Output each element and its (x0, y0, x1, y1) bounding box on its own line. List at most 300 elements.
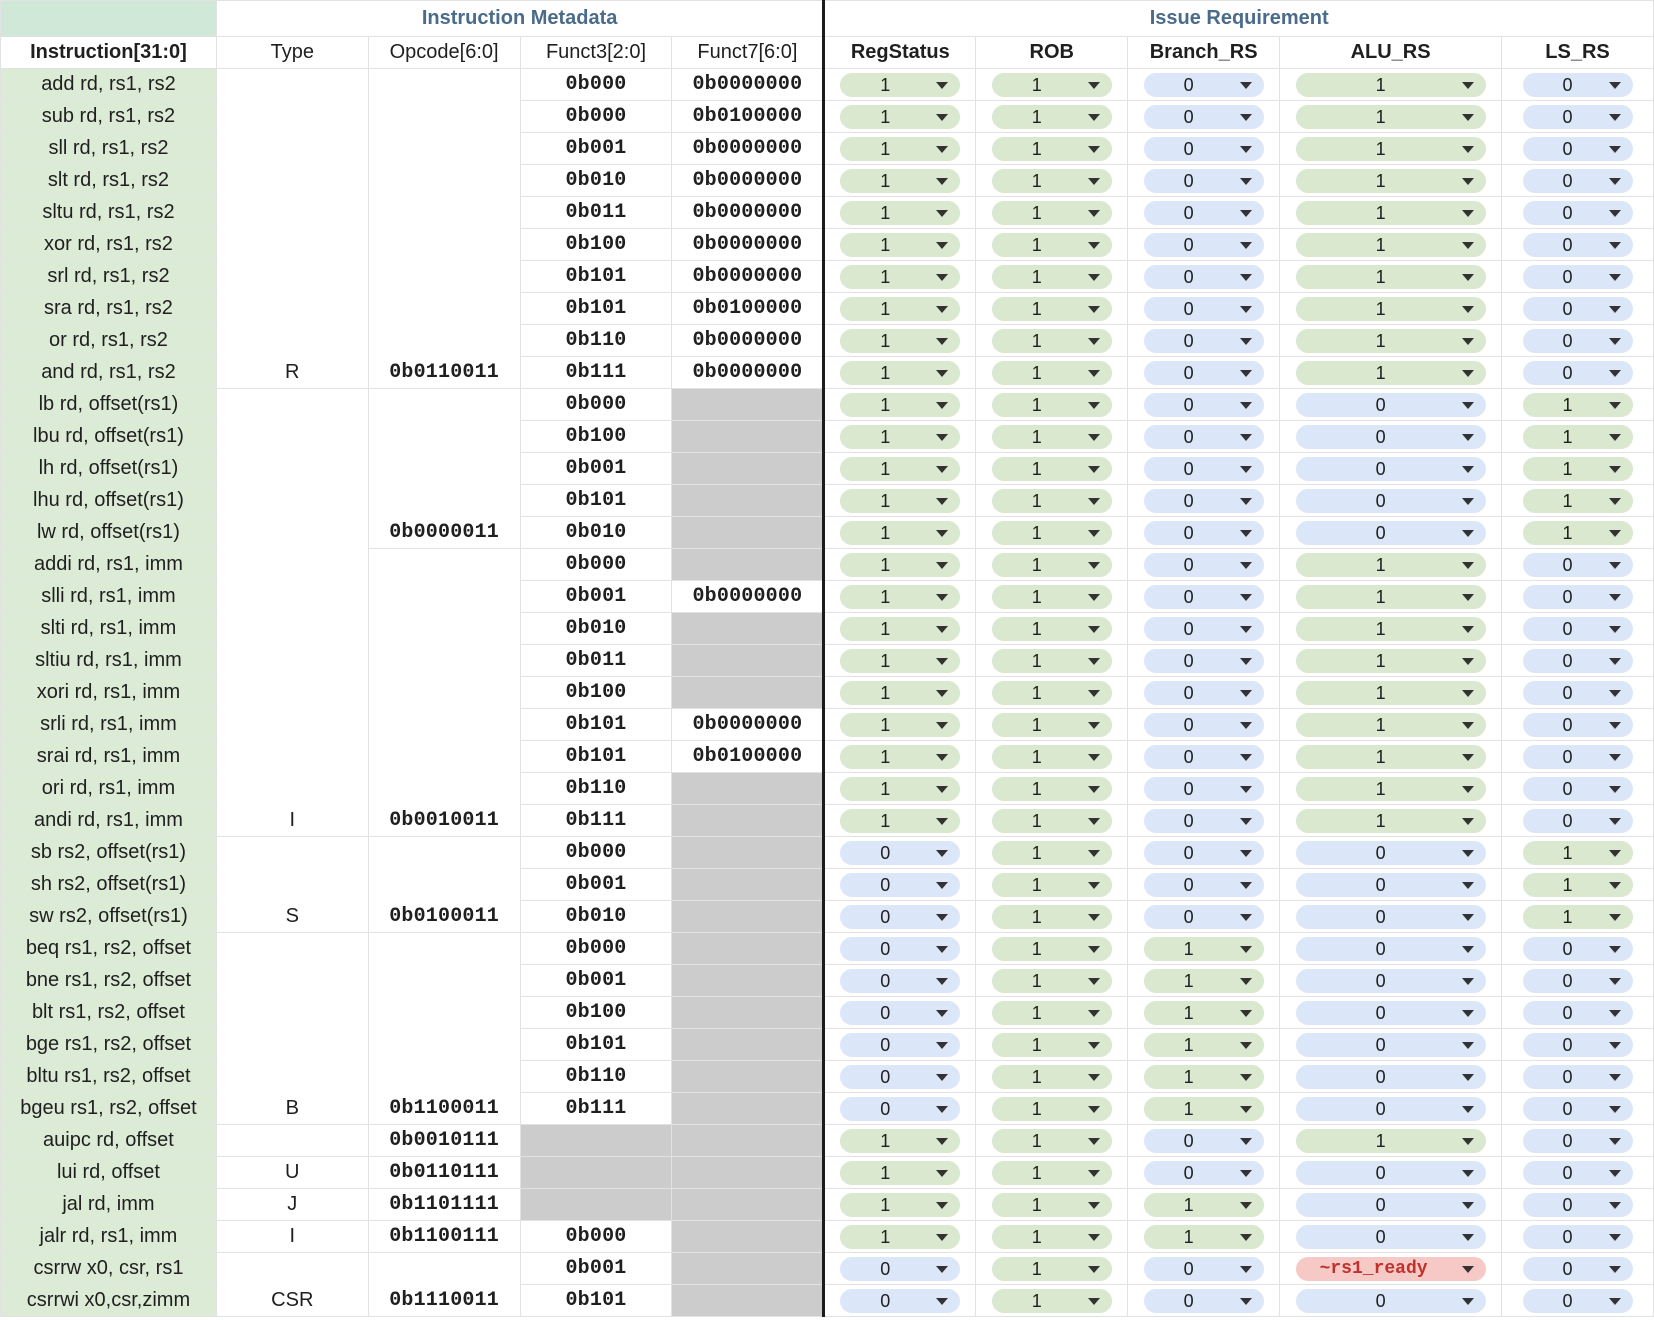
instruction-cell[interactable]: addi rd, rs1, imm (1, 549, 217, 581)
regstatus-cell[interactable] (824, 613, 976, 645)
ls-rs-dropdown[interactable] (1523, 969, 1633, 993)
regstatus-dropdown[interactable] (840, 713, 960, 737)
branch-rs-dropdown[interactable] (1144, 873, 1264, 897)
funct3-cell[interactable]: 0b110 (520, 773, 672, 805)
regstatus-dropdown[interactable] (840, 73, 960, 97)
ls-rs-cell[interactable] (1502, 549, 1654, 581)
opcode-cell[interactable]: 0b1100011 (368, 1093, 520, 1125)
funct7-cell-na[interactable] (672, 901, 824, 933)
opcode-cell[interactable] (368, 453, 520, 485)
instruction-cell[interactable]: or rd, rs1, rs2 (1, 325, 217, 357)
rob-dropdown[interactable] (992, 169, 1112, 193)
rob-dropdown[interactable] (992, 1129, 1112, 1153)
alu-rs-dropdown[interactable] (1296, 1033, 1486, 1057)
funct3-cell[interactable]: 0b011 (520, 197, 672, 229)
regstatus-dropdown[interactable] (840, 297, 960, 321)
branch-rs-cell[interactable] (1128, 389, 1280, 421)
alu-rs-dropdown[interactable] (1296, 1129, 1486, 1153)
funct7-cell-na[interactable] (672, 1221, 824, 1253)
ls-rs-cell[interactable] (1502, 773, 1654, 805)
rob-cell[interactable] (976, 1253, 1128, 1285)
funct7-cell-na[interactable] (672, 1253, 824, 1285)
funct7-cell[interactable]: 0b0000000 (672, 133, 824, 165)
rob-dropdown[interactable] (992, 937, 1112, 961)
regstatus-cell[interactable] (824, 453, 976, 485)
type-cell[interactable] (216, 837, 368, 869)
rob-dropdown[interactable] (992, 873, 1112, 897)
alu-rs-cell[interactable] (1280, 517, 1502, 549)
branch-rs-cell[interactable] (1128, 1157, 1280, 1189)
branch-rs-cell[interactable] (1128, 357, 1280, 389)
regstatus-cell[interactable] (824, 1125, 976, 1157)
alu-rs-cell[interactable] (1280, 677, 1502, 709)
ls-rs-dropdown[interactable] (1523, 73, 1633, 97)
instruction-cell[interactable]: auipc rd, offset (1, 1125, 217, 1157)
branch-rs-dropdown[interactable] (1144, 553, 1264, 577)
rob-dropdown[interactable] (992, 1097, 1112, 1121)
alu-rs-dropdown[interactable] (1296, 905, 1486, 929)
regstatus-dropdown[interactable] (840, 329, 960, 353)
branch-rs-dropdown[interactable] (1144, 585, 1264, 609)
type-cell[interactable] (216, 677, 368, 709)
rob-cell[interactable] (976, 1029, 1128, 1061)
alu-rs-dropdown[interactable] (1296, 425, 1486, 449)
alu-rs-cell[interactable] (1280, 197, 1502, 229)
type-cell[interactable] (216, 453, 368, 485)
rob-cell[interactable] (976, 421, 1128, 453)
ls-rs-cell[interactable] (1502, 293, 1654, 325)
funct7-cell-na[interactable] (672, 773, 824, 805)
regstatus-cell[interactable] (824, 1253, 976, 1285)
opcode-cell[interactable] (368, 165, 520, 197)
alu-rs-dropdown[interactable] (1296, 873, 1486, 897)
ls-rs-cell[interactable] (1502, 1221, 1654, 1253)
rob-cell[interactable] (976, 485, 1128, 517)
alu-rs-cell[interactable] (1280, 421, 1502, 453)
funct3-cell[interactable]: 0b001 (520, 1253, 672, 1285)
branch-rs-dropdown[interactable] (1144, 905, 1264, 929)
alu-rs-cell[interactable] (1280, 997, 1502, 1029)
funct7-cell-na[interactable] (672, 1189, 824, 1221)
instruction-cell[interactable]: lw rd, offset(rs1) (1, 517, 217, 549)
funct7-cell[interactable]: 0b0100000 (672, 741, 824, 773)
funct3-cell[interactable]: 0b001 (520, 965, 672, 997)
regstatus-cell[interactable] (824, 997, 976, 1029)
funct7-cell-na[interactable] (672, 421, 824, 453)
branch-rs-cell[interactable] (1128, 709, 1280, 741)
branch-rs-dropdown[interactable] (1144, 137, 1264, 161)
header-opcode[interactable]: Opcode[6:0] (368, 37, 520, 69)
opcode-cell[interactable] (368, 229, 520, 261)
funct3-cell-na[interactable] (520, 1189, 672, 1221)
ls-rs-dropdown[interactable] (1523, 297, 1633, 321)
alu-rs-cell[interactable] (1280, 965, 1502, 997)
instruction-cell[interactable]: lh rd, offset(rs1) (1, 453, 217, 485)
alu-rs-cell[interactable] (1280, 485, 1502, 517)
branch-rs-dropdown[interactable] (1144, 809, 1264, 833)
rob-cell[interactable] (976, 901, 1128, 933)
opcode-cell[interactable] (368, 133, 520, 165)
ls-rs-dropdown[interactable] (1523, 841, 1633, 865)
rob-dropdown[interactable] (992, 1257, 1112, 1281)
funct3-cell[interactable]: 0b010 (520, 901, 672, 933)
funct7-cell-na[interactable] (672, 453, 824, 485)
branch-rs-cell[interactable] (1128, 101, 1280, 133)
branch-rs-dropdown[interactable] (1144, 1161, 1264, 1185)
regstatus-dropdown[interactable] (840, 521, 960, 545)
branch-rs-cell[interactable] (1128, 741, 1280, 773)
type-cell[interactable] (216, 517, 368, 549)
funct7-cell[interactable]: 0b0000000 (672, 229, 824, 261)
regstatus-dropdown[interactable] (840, 1161, 960, 1185)
ls-rs-dropdown[interactable] (1523, 905, 1633, 929)
funct3-cell[interactable]: 0b001 (520, 869, 672, 901)
ls-rs-cell[interactable] (1502, 421, 1654, 453)
branch-rs-cell[interactable] (1128, 261, 1280, 293)
alu-rs-cell[interactable] (1280, 357, 1502, 389)
ls-rs-cell[interactable] (1502, 1093, 1654, 1125)
branch-rs-dropdown[interactable] (1144, 777, 1264, 801)
rob-cell[interactable] (976, 1061, 1128, 1093)
instruction-cell[interactable]: srai rd, rs1, imm (1, 741, 217, 773)
alu-rs-dropdown[interactable] (1296, 713, 1486, 737)
regstatus-cell[interactable] (824, 261, 976, 293)
ls-rs-dropdown[interactable] (1523, 425, 1633, 449)
regstatus-cell[interactable] (824, 325, 976, 357)
rob-dropdown[interactable] (992, 1225, 1112, 1249)
funct7-cell-na[interactable] (672, 837, 824, 869)
funct7-cell-na[interactable] (672, 1029, 824, 1061)
rob-dropdown[interactable] (992, 713, 1112, 737)
ls-rs-dropdown[interactable] (1523, 585, 1633, 609)
type-cell[interactable] (216, 293, 368, 325)
rob-dropdown[interactable] (992, 105, 1112, 129)
type-cell[interactable] (216, 869, 368, 901)
type-cell[interactable] (216, 485, 368, 517)
funct7-cell-na[interactable] (672, 677, 824, 709)
opcode-cell[interactable]: 0b0100011 (368, 901, 520, 933)
ls-rs-dropdown[interactable] (1523, 201, 1633, 225)
rob-dropdown[interactable] (992, 1001, 1112, 1025)
alu-rs-dropdown[interactable] (1296, 1097, 1486, 1121)
opcode-cell[interactable] (368, 997, 520, 1029)
alu-rs-dropdown[interactable] (1296, 489, 1486, 513)
alu-rs-dropdown[interactable] (1296, 553, 1486, 577)
alu-rs-cell[interactable] (1280, 1061, 1502, 1093)
instruction-cell[interactable]: sltiu rd, rs1, imm (1, 645, 217, 677)
opcode-cell[interactable] (368, 677, 520, 709)
funct7-cell-na[interactable] (672, 869, 824, 901)
ls-rs-dropdown[interactable] (1523, 553, 1633, 577)
instruction-cell[interactable]: slli rd, rs1, imm (1, 581, 217, 613)
opcode-cell[interactable] (368, 645, 520, 677)
regstatus-cell[interactable] (824, 389, 976, 421)
type-cell[interactable] (216, 709, 368, 741)
regstatus-cell[interactable] (824, 1189, 976, 1221)
rob-cell[interactable] (976, 293, 1128, 325)
instruction-cell[interactable]: andi rd, rs1, imm (1, 805, 217, 837)
branch-rs-dropdown[interactable] (1144, 1193, 1264, 1217)
branch-rs-cell[interactable] (1128, 1125, 1280, 1157)
alu-rs-cell[interactable] (1280, 165, 1502, 197)
opcode-cell[interactable] (368, 485, 520, 517)
type-cell[interactable] (216, 1029, 368, 1061)
branch-rs-dropdown[interactable] (1144, 201, 1264, 225)
rob-dropdown[interactable] (992, 297, 1112, 321)
regstatus-cell[interactable] (824, 229, 976, 261)
branch-rs-cell[interactable] (1128, 421, 1280, 453)
rob-dropdown[interactable] (992, 137, 1112, 161)
ls-rs-cell[interactable] (1502, 389, 1654, 421)
type-cell[interactable] (216, 1061, 368, 1093)
opcode-cell[interactable] (368, 549, 520, 581)
rob-cell[interactable] (976, 197, 1128, 229)
funct3-cell[interactable]: 0b101 (520, 261, 672, 293)
instruction-cell[interactable]: srli rd, rs1, imm (1, 709, 217, 741)
opcode-cell[interactable] (368, 325, 520, 357)
branch-rs-dropdown[interactable] (1144, 617, 1264, 641)
alu-rs-cell[interactable] (1280, 837, 1502, 869)
branch-rs-dropdown[interactable] (1144, 1129, 1264, 1153)
regstatus-dropdown[interactable] (840, 585, 960, 609)
rob-dropdown[interactable] (992, 233, 1112, 257)
ls-rs-cell[interactable] (1502, 1157, 1654, 1189)
type-cell[interactable] (216, 133, 368, 165)
ls-rs-cell[interactable] (1502, 581, 1654, 613)
rob-dropdown[interactable] (992, 1193, 1112, 1217)
rob-dropdown[interactable] (992, 681, 1112, 705)
funct7-cell-na[interactable] (672, 485, 824, 517)
branch-rs-dropdown[interactable] (1144, 937, 1264, 961)
funct3-cell[interactable]: 0b001 (520, 133, 672, 165)
rob-cell[interactable] (976, 101, 1128, 133)
rob-dropdown[interactable] (992, 393, 1112, 417)
alu-rs-dropdown[interactable] (1296, 777, 1486, 801)
regstatus-dropdown[interactable] (840, 425, 960, 449)
rob-cell[interactable] (976, 869, 1128, 901)
ls-rs-dropdown[interactable] (1523, 521, 1633, 545)
rob-cell[interactable] (976, 517, 1128, 549)
ls-rs-cell[interactable] (1502, 165, 1654, 197)
instruction-cell[interactable]: sra rd, rs1, rs2 (1, 293, 217, 325)
regstatus-dropdown[interactable] (840, 137, 960, 161)
opcode-cell[interactable] (368, 965, 520, 997)
branch-rs-dropdown[interactable] (1144, 361, 1264, 385)
branch-rs-dropdown[interactable] (1144, 745, 1264, 769)
regstatus-cell[interactable] (824, 901, 976, 933)
ls-rs-cell[interactable] (1502, 741, 1654, 773)
alu-rs-dropdown[interactable] (1296, 1257, 1486, 1281)
funct3-cell[interactable]: 0b000 (520, 389, 672, 421)
ls-rs-dropdown[interactable] (1523, 617, 1633, 641)
funct7-cell[interactable]: 0b0000000 (672, 325, 824, 357)
branch-rs-cell[interactable] (1128, 677, 1280, 709)
branch-rs-cell[interactable] (1128, 869, 1280, 901)
ls-rs-dropdown[interactable] (1523, 265, 1633, 289)
ls-rs-cell[interactable] (1502, 1125, 1654, 1157)
regstatus-cell[interactable] (824, 1285, 976, 1317)
alu-rs-cell[interactable] (1280, 133, 1502, 165)
regstatus-cell[interactable] (824, 1029, 976, 1061)
rob-cell[interactable] (976, 805, 1128, 837)
alu-rs-dropdown[interactable] (1296, 361, 1486, 385)
branch-rs-cell[interactable] (1128, 837, 1280, 869)
alu-rs-cell[interactable] (1280, 101, 1502, 133)
ls-rs-dropdown[interactable] (1523, 937, 1633, 961)
rob-cell[interactable] (976, 709, 1128, 741)
funct7-cell-na[interactable] (672, 933, 824, 965)
header-funct7[interactable]: Funct7[6:0] (672, 37, 824, 69)
branch-rs-cell[interactable] (1128, 1221, 1280, 1253)
branch-rs-cell[interactable] (1128, 197, 1280, 229)
ls-rs-dropdown[interactable] (1523, 1289, 1633, 1313)
branch-rs-cell[interactable] (1128, 485, 1280, 517)
regstatus-dropdown[interactable] (840, 1033, 960, 1057)
alu-rs-dropdown[interactable] (1296, 137, 1486, 161)
regstatus-cell[interactable] (824, 709, 976, 741)
branch-rs-cell[interactable] (1128, 933, 1280, 965)
instruction-cell[interactable]: jal rd, imm (1, 1189, 217, 1221)
instruction-cell[interactable]: sltu rd, rs1, rs2 (1, 197, 217, 229)
regstatus-dropdown[interactable] (840, 617, 960, 641)
alu-rs-cell[interactable] (1280, 293, 1502, 325)
ls-rs-cell[interactable] (1502, 357, 1654, 389)
regstatus-cell[interactable] (824, 421, 976, 453)
regstatus-dropdown[interactable] (840, 1097, 960, 1121)
rob-cell[interactable] (976, 1093, 1128, 1125)
opcode-cell[interactable] (368, 261, 520, 293)
alu-rs-cell[interactable] (1280, 709, 1502, 741)
rob-dropdown[interactable] (992, 1289, 1112, 1313)
branch-rs-cell[interactable] (1128, 325, 1280, 357)
ls-rs-dropdown[interactable] (1523, 1129, 1633, 1153)
alu-rs-cell[interactable] (1280, 549, 1502, 581)
header-regstatus[interactable]: RegStatus (824, 37, 976, 69)
opcode-cell[interactable] (368, 933, 520, 965)
funct7-cell-na[interactable] (672, 549, 824, 581)
branch-rs-dropdown[interactable] (1144, 713, 1264, 737)
rob-cell[interactable] (976, 549, 1128, 581)
ls-rs-dropdown[interactable] (1523, 1161, 1633, 1185)
instruction-cell[interactable]: sb rs2, offset(rs1) (1, 837, 217, 869)
instruction-cell[interactable]: xori rd, rs1, imm (1, 677, 217, 709)
branch-rs-cell[interactable] (1128, 1029, 1280, 1061)
alu-rs-dropdown[interactable] (1296, 681, 1486, 705)
ls-rs-cell[interactable] (1502, 101, 1654, 133)
opcode-cell[interactable]: 0b0110111 (368, 1157, 520, 1189)
ls-rs-cell[interactable] (1502, 869, 1654, 901)
ls-rs-cell[interactable] (1502, 261, 1654, 293)
opcode-cell[interactable] (368, 869, 520, 901)
alu-rs-dropdown[interactable] (1296, 457, 1486, 481)
regstatus-dropdown[interactable] (840, 265, 960, 289)
alu-rs-dropdown[interactable] (1296, 841, 1486, 865)
header-type[interactable]: Type (216, 37, 368, 69)
instruction-cell[interactable]: bge rs1, rs2, offset (1, 1029, 217, 1061)
regstatus-cell[interactable] (824, 197, 976, 229)
alu-rs-cell[interactable] (1280, 325, 1502, 357)
regstatus-cell[interactable] (824, 869, 976, 901)
instruction-cell[interactable]: add rd, rs1, rs2 (1, 69, 217, 101)
regstatus-dropdown[interactable] (840, 873, 960, 897)
branch-rs-dropdown[interactable] (1144, 169, 1264, 193)
ls-rs-cell[interactable] (1502, 1253, 1654, 1285)
branch-rs-dropdown[interactable] (1144, 425, 1264, 449)
funct7-cell-na[interactable] (672, 965, 824, 997)
rob-dropdown[interactable] (992, 905, 1112, 929)
header-branch-rs[interactable]: Branch_RS (1128, 37, 1280, 69)
type-cell[interactable] (216, 613, 368, 645)
ls-rs-cell[interactable] (1502, 1061, 1654, 1093)
branch-rs-dropdown[interactable] (1144, 105, 1264, 129)
alu-rs-dropdown[interactable] (1296, 233, 1486, 257)
rob-cell[interactable] (976, 965, 1128, 997)
rob-dropdown[interactable] (992, 265, 1112, 289)
regstatus-cell[interactable] (824, 773, 976, 805)
ls-rs-cell[interactable] (1502, 69, 1654, 101)
funct3-cell[interactable]: 0b101 (520, 741, 672, 773)
regstatus-cell[interactable] (824, 133, 976, 165)
type-cell[interactable]: CSR (216, 1285, 368, 1317)
type-cell[interactable] (216, 325, 368, 357)
type-cell[interactable] (216, 1253, 368, 1285)
funct7-cell-na[interactable] (672, 613, 824, 645)
regstatus-dropdown[interactable] (840, 777, 960, 801)
instruction-cell[interactable]: sw rs2, offset(rs1) (1, 901, 217, 933)
instruction-cell[interactable]: lb rd, offset(rs1) (1, 389, 217, 421)
ls-rs-dropdown[interactable] (1523, 1001, 1633, 1025)
funct3-cell[interactable]: 0b110 (520, 325, 672, 357)
alu-rs-cell[interactable] (1280, 1125, 1502, 1157)
instruction-cell[interactable]: sh rs2, offset(rs1) (1, 869, 217, 901)
branch-rs-dropdown[interactable] (1144, 1097, 1264, 1121)
ls-rs-cell[interactable] (1502, 933, 1654, 965)
alu-rs-dropdown[interactable] (1296, 585, 1486, 609)
branch-rs-dropdown[interactable] (1144, 1225, 1264, 1249)
rob-dropdown[interactable] (992, 425, 1112, 449)
ls-rs-dropdown[interactable] (1523, 1065, 1633, 1089)
regstatus-cell[interactable] (824, 165, 976, 197)
rob-dropdown[interactable] (992, 1161, 1112, 1185)
regstatus-cell[interactable] (824, 549, 976, 581)
funct3-cell[interactable]: 0b101 (520, 485, 672, 517)
rob-cell[interactable] (976, 1221, 1128, 1253)
funct3-cell[interactable]: 0b100 (520, 421, 672, 453)
type-cell[interactable] (216, 549, 368, 581)
ls-rs-cell[interactable] (1502, 453, 1654, 485)
funct3-cell[interactable]: 0b010 (520, 165, 672, 197)
instruction-cell[interactable]: blt rs1, rs2, offset (1, 997, 217, 1029)
regstatus-dropdown[interactable] (840, 1065, 960, 1089)
regstatus-dropdown[interactable] (840, 649, 960, 673)
regstatus-dropdown[interactable] (840, 169, 960, 193)
alu-rs-dropdown[interactable] (1296, 265, 1486, 289)
type-cell[interactable] (216, 261, 368, 293)
alu-rs-dropdown[interactable] (1296, 1001, 1486, 1025)
type-cell[interactable] (216, 197, 368, 229)
branch-rs-dropdown[interactable] (1144, 489, 1264, 513)
regstatus-cell[interactable] (824, 677, 976, 709)
ls-rs-cell[interactable] (1502, 645, 1654, 677)
branch-rs-dropdown[interactable] (1144, 681, 1264, 705)
ls-rs-cell[interactable] (1502, 1189, 1654, 1221)
instruction-cell[interactable]: slt rd, rs1, rs2 (1, 165, 217, 197)
rob-cell[interactable] (976, 357, 1128, 389)
regstatus-dropdown[interactable] (840, 1193, 960, 1217)
alu-rs-dropdown[interactable] (1296, 169, 1486, 193)
instruction-cell[interactable]: lui rd, offset (1, 1157, 217, 1189)
regstatus-dropdown[interactable] (840, 361, 960, 385)
